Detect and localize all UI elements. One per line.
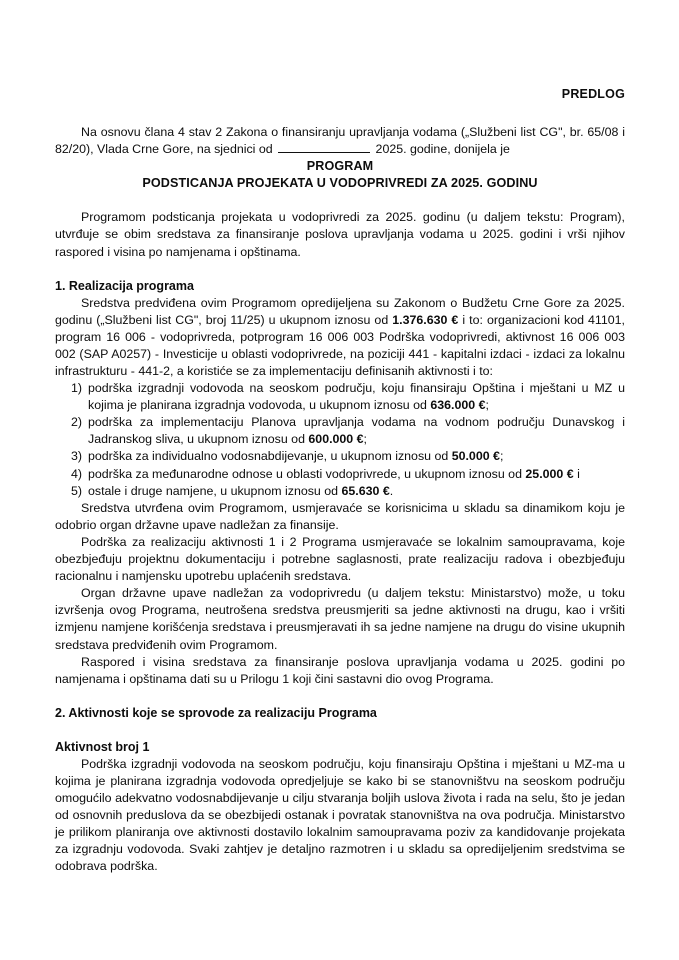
list-item: [55, 414, 625, 448]
list-item-marker: 3): [71, 449, 83, 464]
allocations-list: [55, 380, 625, 500]
section-heading-2: 2. Aktivnosti koje se sprovode za realizaciju Programa: [55, 705, 377, 720]
list-item: [55, 380, 625, 414]
activity-1-paragraph: Podrška izgradnji vodovoda na seoskom području, koju finansiraju Opština i mještani u MZ-ma u kojima je planirana izgradnja vodovoda opredjeljuje se kako bi se stanovništvu na seoskom području omogućilo adekvatno vodosnabdijevanje u cilju stvaranja boljih uslova života i rada na selu, što je jedan od osnovnih preduslova da se obezbijedi ostanak i povratak stanovništva na ova područja. Ministarstvo je prilikom planiranja ove aktivnosti dostavilo lokalnim samoupravama poziv za kandidovanje projekata za izgradnju vodovoda. Svaki zahtjev je detaljno razmotren i u skladu sa opredijeljenim sredstvima se odobrava podrška.: [55, 756, 625, 874]
document-title-line-1: PROGRAM: [306, 158, 374, 173]
list-item-content: [88, 466, 625, 483]
list-item-text-before: podrška za međunarodne odnose u oblasti vodoprivrede, u ukupnom iznosu od: [88, 466, 526, 481]
list-item-text-before: podrška za implementaciju Planova upravljanja vodama na vodnom području Dunavskog i Jadranskog sliva, u ukupnom iznosu od: [88, 415, 625, 447]
list-item-text-after: ;: [485, 398, 489, 413]
list-item-text-before: ostale i druge namjene, u ukupnom iznosu od: [88, 483, 342, 498]
total-budget-amount: 1.376.630 €: [392, 312, 459, 327]
local-government-support-paragraph: Podrška za realizaciju aktivnosti 1 i 2 Programa usmjeravaće se lokalnim samoupravama, koje obezbjeđuju projektnu dokumentaciju i potrebne saglasnosti, prate realizaciju radova i obezbjeđuju racionalnu i namjensku upotrebu uplaćenih sredstava.: [55, 534, 625, 584]
list-item-marker: 4): [71, 466, 83, 481]
allocation-amount: 25.000 €: [525, 466, 574, 481]
document-title: [55, 158, 625, 192]
list-item-content: [88, 414, 625, 448]
allocation-amount: 65.630 €: [341, 483, 390, 498]
session-date-blank-field[interactable]: [278, 141, 370, 153]
list-item-text-after: ;: [363, 432, 367, 447]
intro-paragraph: Programom podsticanja projekata u vodoprivredi za 2025. godinu (u daljem tekstu: Program), utvrđuje se obim sredstava za finansiranje poslova upravljanja vodama u 2025. godini i vrši njihov raspored i visina po namjenama i opštinama.: [55, 210, 625, 259]
section-heading-1: 1. Realizacija programa: [55, 278, 194, 293]
legal-basis-text-before-blank: Na osnovu člana 4 stav 2 Zakona o finansiranju upravljanja vodama („Službeni list CG", br. 65/08 i 82/20), Vlada Crne Gore, na sjednici od: [55, 124, 625, 156]
list-item-content: [88, 483, 625, 500]
list-item-text-before: podrška za individualno vodosnabdijevanje, u ukupnom iznosu od: [88, 449, 452, 464]
ministry-reallocation-paragraph: Organ državne upave nadležan za vodoprivredu (u daljem tekstu: Ministarstvo) može, u toku izvršenja ovog Programa, neutrošena sredstva preusmjeriti sa jedne aktivnosti na drugu, kao i vršiti izmjenu namjene korišćenja sredstava i preusmjeravati ih sa jedne namjene na drugu do visine ukupnih sredstava predviđenih ovim Programom.: [55, 586, 625, 652]
list-item-text-after: .: [389, 483, 394, 498]
list-item: [55, 448, 625, 465]
allocation-amount: 600.000 €: [308, 432, 364, 447]
legal-basis-paragraph: [55, 124, 625, 158]
list-item-content: [88, 448, 625, 465]
list-item: [55, 483, 625, 500]
funding-text-part-2: i to: organizacioni kod 41101, program 16 006 - vodoprivreda, potprogram 16 006 003 Podrška vodoprivredi, aktivnost 16 006 003 002 (SAP A0257) - Investicije u oblasti vodoprivrede, na poziciji 441 - kapitalni izdaci - izdaci za lokalnu infrastrukturu - 441-2, a koristiće se za implementaciju definisanih aktivnosti i to:: [55, 312, 625, 378]
funding-text-part-1: Sredstva predviđena ovim Programom opredijeljena su Zakonom o Budžetu Crne Gore za 2025. godinu („Službeni list CG", broj 11/25) u ukupnom iznosu od: [55, 295, 625, 327]
list-item-text-after: ;: [499, 449, 504, 464]
allocation-amount: 636.000 €: [430, 398, 486, 413]
document-body: [55, 88, 625, 875]
list-item-marker: 1): [71, 381, 83, 396]
allocation-amount: 50.000 €: [451, 449, 500, 464]
document-title-line-2: PODSTICANJA PROJEKATA U VODOPRIVREDI ZA 2025. GODINU: [142, 176, 538, 191]
list-item-text-before: podrška izgradnji vodovoda na seoskom području, koju finansiraju Opština i mještani u MZ u kojima je planirana izgradnja vodovoda, u ukupnom iznosu od: [88, 381, 625, 413]
funding-paragraph: [55, 295, 625, 380]
list-item-marker: 2): [71, 415, 83, 430]
legal-basis-text-after-blank: 2025. godine, donijela je: [372, 141, 510, 156]
activity-heading-1: Aktivnost broj 1: [55, 739, 150, 754]
annex-reference-paragraph: Raspored i visina sredstava za finansiranje poslova upravljanja vodama u 2025. godini po namjenama i opštinama dati su u Prilogu 1 koji čini sastavni dio ovog Programa.: [55, 654, 625, 686]
list-item-marker: 5): [71, 483, 83, 498]
list-item-text-after: i: [573, 466, 580, 481]
disbursement-paragraph: Sredstva utvrđena ovim Programom, usmjeravaće se korisnicima u skladu sa dinamikom koju je odobrio organ državne upave nadležan za finansije.: [55, 500, 625, 532]
list-item: [55, 466, 625, 483]
list-item-content: [88, 380, 625, 414]
document-label-predlog: PREDLOG: [561, 87, 625, 101]
